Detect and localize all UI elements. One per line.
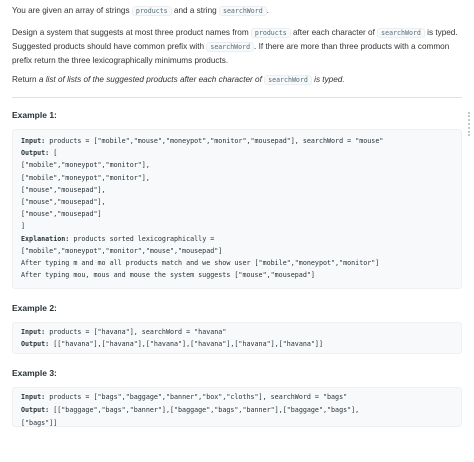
input-label: Input: xyxy=(21,393,46,401)
output-value: [["baggage","bags","banner"],["baggage","bags","banner"],["baggage","bags"], xyxy=(49,406,360,414)
example-input-line xyxy=(21,391,453,404)
design-paragraph xyxy=(12,26,462,67)
return-italic-text: is typed. xyxy=(311,75,345,84)
intro-text: You are given an array of strings xyxy=(12,6,132,15)
example-explanation-line xyxy=(21,233,453,245)
input-value: products = ["mobile","mouse","moneypot","monitor","mousepad"], searchWord = "mouse" xyxy=(45,137,384,145)
output-list-line: ["mouse","mousepad"] xyxy=(21,210,102,219)
input-label: Input: xyxy=(21,137,46,145)
output-value: [["havana"],["havana"],["havana"],["havana"],["havana"],["havana"]] xyxy=(49,340,323,349)
output-label: Output: xyxy=(21,406,50,414)
explanation-label: Explanation: xyxy=(21,234,70,243)
output-label: Output: xyxy=(21,149,50,158)
inline-code-searchword: searchWord xyxy=(219,6,267,16)
example-output-line xyxy=(21,338,453,350)
input-value: products = ["havana"], searchWord = "havana" xyxy=(45,328,227,336)
inline-code-searchword: searchWord xyxy=(264,75,312,85)
output-label: Output: xyxy=(21,340,50,349)
example-input-line xyxy=(21,135,453,147)
divider xyxy=(12,97,462,98)
example-2-block xyxy=(12,322,462,354)
inline-code-searchword: searchWord xyxy=(377,28,425,38)
explanation-value: products sorted lexicographically = xyxy=(69,234,215,243)
example-2-title: Example 2: xyxy=(12,303,57,313)
return-text: Return xyxy=(12,75,39,84)
design-text: is typed. Suggested products should have common prefix with xyxy=(12,28,458,51)
input-value: products = ["bags","baggage","banner","box","cloths"], searchWord = "bags" xyxy=(45,393,348,401)
output-continuation-line: ["bags"]] xyxy=(21,419,58,427)
example-3-title: Example 3: xyxy=(12,368,57,378)
inline-code-products: products xyxy=(132,6,172,16)
design-text: after each character of xyxy=(290,28,378,37)
return-italic-text: a list of lists of the suggested products after each character of xyxy=(38,75,265,84)
intro-text: and a string xyxy=(171,6,219,15)
example-input-line xyxy=(21,326,453,338)
output-list-line: ] xyxy=(21,222,26,231)
scrollbar-handle[interactable] xyxy=(468,112,470,136)
inline-code-searchword: searchWord xyxy=(206,42,254,52)
output-value: [ xyxy=(49,149,58,158)
output-list-line: ["mobile","moneypot","monitor"], xyxy=(21,161,150,170)
output-list-line: ["mobile","moneypot","monitor"], xyxy=(21,173,150,182)
design-text: . If there are more than three products with a common prefix return the three lexicographically minimums products. xyxy=(12,42,450,65)
design-text: Design a system that suggests at most three product names from xyxy=(12,28,251,37)
input-label: Input: xyxy=(21,328,46,336)
intro-paragraph xyxy=(12,4,462,18)
example-output-line xyxy=(21,404,453,417)
inline-code-products: products xyxy=(251,28,291,38)
explanation-line: After typing m and mo all products match and we show user ["mobile","moneypot","monitor"] xyxy=(21,259,380,268)
example-output-line xyxy=(21,147,453,159)
output-list-line: ["mouse","mousepad"], xyxy=(21,198,106,207)
return-paragraph xyxy=(12,73,462,87)
example-3-block xyxy=(12,387,462,427)
explanation-line: ["mobile","moneypot","monitor","mouse","mousepad"] xyxy=(21,246,223,255)
example-1-title: Example 1: xyxy=(12,110,57,120)
output-list-line: ["mouse","mousepad"], xyxy=(21,185,106,194)
example-1-block xyxy=(12,129,462,289)
intro-text: . xyxy=(266,6,269,15)
explanation-line: After typing mou, mous and mouse the system suggests ["mouse","mousepad"] xyxy=(21,271,315,280)
